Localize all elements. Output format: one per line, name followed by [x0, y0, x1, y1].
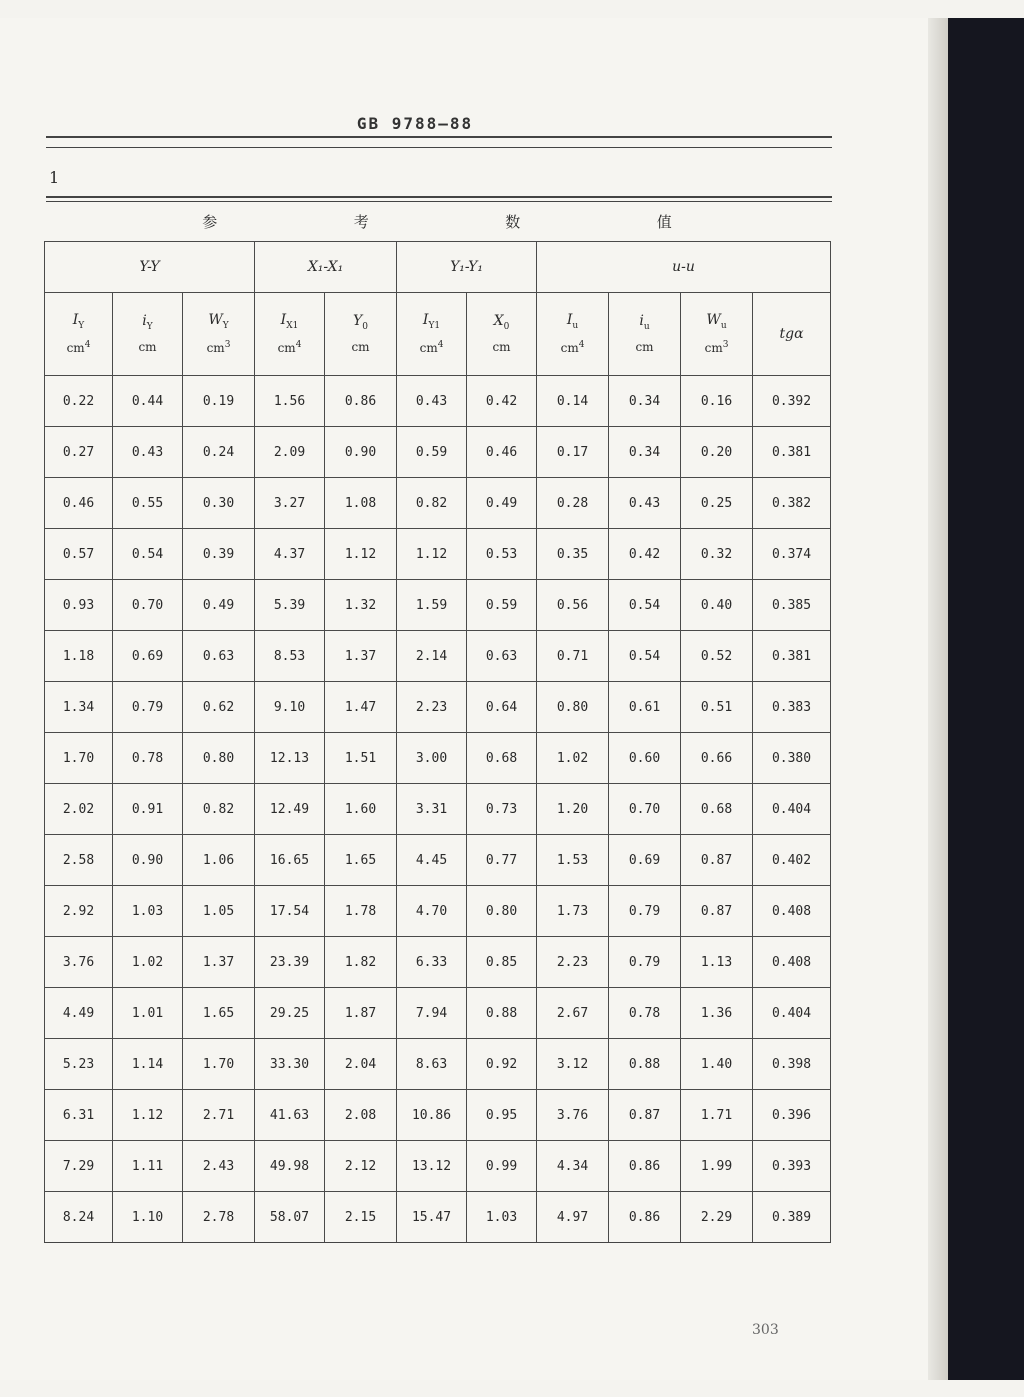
- table-cell: 10.86: [397, 1090, 467, 1141]
- symbol-subscript: u: [572, 320, 579, 331]
- symbol-letter: I: [566, 311, 573, 328]
- table-cell: 1.65: [183, 988, 255, 1039]
- column-unit: [45, 335, 112, 358]
- table-cell: 0.55: [113, 478, 183, 529]
- table-cell: 4.70: [397, 886, 467, 937]
- table-cell: 0.49: [183, 580, 255, 631]
- table-cell: 49.98: [255, 1141, 325, 1192]
- page-edge: [928, 18, 948, 1380]
- symbol-letter: Y: [353, 313, 363, 330]
- table-cell: 4.97: [537, 1192, 609, 1243]
- table-cell: 0.28: [537, 478, 609, 529]
- table-row: [45, 733, 831, 784]
- header-rule: [46, 136, 832, 138]
- table-cell: 1.01: [113, 988, 183, 1039]
- symbol-letter: i: [639, 313, 644, 330]
- table-cell: 0.71: [537, 631, 609, 682]
- symbol-letter: i: [142, 313, 147, 330]
- table-cell: 0.95: [467, 1090, 537, 1141]
- table-cell: 8.24: [45, 1192, 113, 1243]
- table-cell: 12.49: [255, 784, 325, 835]
- table-row: [45, 1090, 831, 1141]
- table-cell: 0.42: [467, 376, 537, 427]
- table-cell: 0.63: [183, 631, 255, 682]
- table-cell: 0.19: [183, 376, 255, 427]
- table-cell: 0.49: [467, 478, 537, 529]
- table-cell: 0.63: [467, 631, 537, 682]
- table-cell: 0.46: [467, 427, 537, 478]
- table-row: [45, 427, 831, 478]
- table-cell: 1.65: [325, 835, 397, 886]
- table-cell: 0.40: [681, 580, 753, 631]
- table-cell: 0.27: [45, 427, 113, 478]
- unit-text: cm: [206, 341, 225, 356]
- table-cell: 0.39: [183, 529, 255, 580]
- table-cell: 0.16: [681, 376, 753, 427]
- unit-text: cm: [138, 339, 157, 354]
- axis-group-header: Y₁-Y₁: [397, 242, 537, 293]
- table-cell: 4.37: [255, 529, 325, 580]
- table-cell: 0.54: [609, 631, 681, 682]
- heading-char: 值: [656, 212, 672, 231]
- column-unit: [113, 337, 182, 357]
- table-cell: 0.381: [753, 631, 831, 682]
- symbol-letter: I: [72, 311, 79, 328]
- table-cell: 0.20: [681, 427, 753, 478]
- table-cell: 2.67: [537, 988, 609, 1039]
- column-symbol: [537, 310, 608, 336]
- unit-text: cm: [492, 339, 511, 354]
- column-symbol: [255, 310, 324, 336]
- symbol-subscript: u: [720, 320, 727, 331]
- table-cell: 0.56: [537, 580, 609, 631]
- unit-text: cm: [66, 341, 85, 356]
- table-cell: 0.54: [113, 529, 183, 580]
- table-cell: 2.09: [255, 427, 325, 478]
- heading-char: 考: [353, 212, 369, 231]
- table-cell: 0.80: [537, 682, 609, 733]
- table-cell: 0.82: [397, 478, 467, 529]
- column-header: [609, 293, 681, 376]
- table-cell: 1.13: [681, 937, 753, 988]
- column-symbol: [753, 324, 830, 344]
- table-cell: 7.94: [397, 988, 467, 1039]
- table-cell: 2.08: [325, 1090, 397, 1141]
- table-cell: 16.65: [255, 835, 325, 886]
- table-cell: 1.37: [325, 631, 397, 682]
- table-cell: 0.30: [183, 478, 255, 529]
- table-cell: 0.60: [609, 733, 681, 784]
- table-cell: 2.92: [45, 886, 113, 937]
- column-unit: [183, 335, 254, 358]
- table-cell: 0.78: [113, 733, 183, 784]
- table-cell: 3.76: [537, 1090, 609, 1141]
- book-spine: [948, 18, 1024, 1380]
- table-row: [45, 1039, 831, 1090]
- table-cell: 1.40: [681, 1039, 753, 1090]
- table-row: [45, 886, 831, 937]
- table-cell: 0.380: [753, 733, 831, 784]
- column-unit: [609, 337, 680, 357]
- table-cell: 0.57: [45, 529, 113, 580]
- table-row: [45, 1192, 831, 1243]
- table-cell: 0.88: [609, 1039, 681, 1090]
- table-cell: 0.51: [681, 682, 753, 733]
- table-cell: 0.64: [467, 682, 537, 733]
- table-row: [45, 478, 831, 529]
- table-cell: 0.53: [467, 529, 537, 580]
- table-cell: 2.04: [325, 1039, 397, 1090]
- table-cell: 0.383: [753, 682, 831, 733]
- symbol-letter: I: [280, 311, 287, 328]
- table-number: 1: [49, 168, 60, 187]
- symbol-subscript: 0: [362, 321, 368, 332]
- table-cell: 0.404: [753, 784, 831, 835]
- table-cell: 0.385: [753, 580, 831, 631]
- table-row: [45, 784, 831, 835]
- table-cell: 1.60: [325, 784, 397, 835]
- table-cell: 1.56: [255, 376, 325, 427]
- axis-group-header-row: [45, 242, 831, 293]
- table-cell: 0.93: [45, 580, 113, 631]
- table-row: [45, 631, 831, 682]
- table-cell: 3.12: [537, 1039, 609, 1090]
- column-unit: [537, 335, 608, 358]
- table-cell: 15.47: [397, 1192, 467, 1243]
- heading-char: 数: [505, 212, 521, 231]
- table-cell: 8.63: [397, 1039, 467, 1090]
- table-cell: 0.87: [609, 1090, 681, 1141]
- table-cell: 0.78: [609, 988, 681, 1039]
- heading-char: 参: [202, 212, 218, 231]
- table-cell: 0.393: [753, 1141, 831, 1192]
- table-cell: 0.90: [325, 427, 397, 478]
- table-cell: 1.02: [113, 937, 183, 988]
- header-rule-thin: [46, 147, 832, 148]
- table-top-rule-thin: [46, 201, 832, 202]
- table-cell: 1.70: [45, 733, 113, 784]
- table-cell: 0.398: [753, 1039, 831, 1090]
- table-cell: 0.43: [113, 427, 183, 478]
- symbol-letter: X: [493, 313, 504, 330]
- table-cell: 0.35: [537, 529, 609, 580]
- table-cell: 0.87: [681, 886, 753, 937]
- table-cell: 2.15: [325, 1192, 397, 1243]
- symbol-subscript: u: [643, 321, 650, 332]
- reference-values-table: [44, 241, 831, 1243]
- table-cell: 1.03: [467, 1192, 537, 1243]
- table-cell: 0.87: [681, 835, 753, 886]
- table-cell: 0.34: [609, 376, 681, 427]
- table-cell: 0.86: [325, 376, 397, 427]
- table-cell: 29.25: [255, 988, 325, 1039]
- unit-exponent: 4: [437, 340, 444, 351]
- table-cell: 41.63: [255, 1090, 325, 1141]
- table-cell: 0.82: [183, 784, 255, 835]
- table-cell: 0.54: [609, 580, 681, 631]
- table-row: [45, 376, 831, 427]
- column-symbol: [325, 311, 396, 337]
- unit-exponent: 4: [295, 340, 302, 351]
- table-cell: 0.43: [609, 478, 681, 529]
- column-header: [255, 293, 325, 376]
- column-symbol: [609, 311, 680, 337]
- table-cell: 4.45: [397, 835, 467, 886]
- table-cell: 1.99: [681, 1141, 753, 1192]
- table-cell: 0.381: [753, 427, 831, 478]
- symbol-letter: tgα: [779, 326, 804, 342]
- column-header: [183, 293, 255, 376]
- table-cell: 2.78: [183, 1192, 255, 1243]
- table-cell: 0.396: [753, 1090, 831, 1141]
- unit-exponent: 4: [578, 340, 585, 351]
- table-cell: 0.99: [467, 1141, 537, 1192]
- table-cell: 3.27: [255, 478, 325, 529]
- column-header: [113, 293, 183, 376]
- table-row: [45, 835, 831, 886]
- table-cell: 0.88: [467, 988, 537, 1039]
- table-cell: 2.02: [45, 784, 113, 835]
- table-cell: 1.05: [183, 886, 255, 937]
- table-cell: 6.33: [397, 937, 467, 988]
- table-cell: 0.62: [183, 682, 255, 733]
- table-cell: 5.23: [45, 1039, 113, 1090]
- unit-text: cm: [560, 341, 579, 356]
- column-header: [45, 293, 113, 376]
- table-cell: 2.71: [183, 1090, 255, 1141]
- table-cell: 4.49: [45, 988, 113, 1039]
- table-cell: 0.69: [609, 835, 681, 886]
- column-symbol: [183, 310, 254, 336]
- table-cell: 1.02: [537, 733, 609, 784]
- table-cell: 0.79: [609, 886, 681, 937]
- table-cell: 0.404: [753, 988, 831, 1039]
- table-cell: 1.47: [325, 682, 397, 733]
- table-cell: 0.61: [609, 682, 681, 733]
- table-cell: 0.389: [753, 1192, 831, 1243]
- table-cell: 9.10: [255, 682, 325, 733]
- symbol-subscript: Y: [146, 321, 153, 332]
- column-symbol: [113, 311, 182, 337]
- table-cell: 0.90: [113, 835, 183, 886]
- table-cell: 0.14: [537, 376, 609, 427]
- table-cell: 1.12: [397, 529, 467, 580]
- column-header: [467, 293, 537, 376]
- table-cell: 0.46: [45, 478, 113, 529]
- table-cell: 2.14: [397, 631, 467, 682]
- table-cell: 0.80: [467, 886, 537, 937]
- column-symbol: [681, 310, 752, 336]
- table-cell: 3.76: [45, 937, 113, 988]
- column-header-row: [45, 293, 831, 376]
- table-cell: 0.408: [753, 937, 831, 988]
- symbol-subscript: Y: [78, 320, 85, 331]
- unit-text: cm: [277, 341, 296, 356]
- unit-text: cm: [704, 341, 723, 356]
- table-cell: 1.12: [325, 529, 397, 580]
- table-cell: 1.87: [325, 988, 397, 1039]
- table-cell: 5.39: [255, 580, 325, 631]
- symbol-subscript: Y: [222, 320, 229, 331]
- table-cell: 1.03: [113, 886, 183, 937]
- table-cell: 2.43: [183, 1141, 255, 1192]
- table-cell: 1.14: [113, 1039, 183, 1090]
- table-cell: 2.58: [45, 835, 113, 886]
- table-cell: 0.382: [753, 478, 831, 529]
- table-cell: 1.53: [537, 835, 609, 886]
- table-cell: 0.32: [681, 529, 753, 580]
- table-cell: 2.23: [537, 937, 609, 988]
- table-cell: 0.86: [609, 1192, 681, 1243]
- table-cell: 3.00: [397, 733, 467, 784]
- symbol-letter: I: [422, 311, 429, 328]
- table-row: [45, 988, 831, 1039]
- table-cell: 0.42: [609, 529, 681, 580]
- unit-exponent: 3: [722, 340, 729, 351]
- standard-code-title: GB 9788—88: [356, 114, 474, 133]
- table-cell: 1.71: [681, 1090, 753, 1141]
- symbol-subscript: 0: [503, 321, 510, 332]
- table-cell: 0.73: [467, 784, 537, 835]
- table-row: [45, 529, 831, 580]
- table-cell: 1.11: [113, 1141, 183, 1192]
- table-row: [45, 937, 831, 988]
- table-cell: 0.77: [467, 835, 537, 886]
- column-unit: [325, 337, 396, 357]
- table-cell: 2.12: [325, 1141, 397, 1192]
- table-cell: 0.69: [113, 631, 183, 682]
- table-cell: 0.25: [681, 478, 753, 529]
- table-cell: 1.10: [113, 1192, 183, 1243]
- table-cell: 1.70: [183, 1039, 255, 1090]
- table-cell: 0.17: [537, 427, 609, 478]
- axis-group-header: Y-Y: [45, 242, 255, 293]
- unit-exponent: 4: [84, 340, 91, 351]
- table-cell: 3.31: [397, 784, 467, 835]
- table-cell: 0.79: [113, 682, 183, 733]
- table-cell: 1.78: [325, 886, 397, 937]
- column-header: [325, 293, 397, 376]
- table-cell: 0.402: [753, 835, 831, 886]
- column-symbol: [45, 310, 112, 336]
- table-cell: 1.18: [45, 631, 113, 682]
- table-cell: 6.31: [45, 1090, 113, 1141]
- column-header: [681, 293, 753, 376]
- table-cell: 8.53: [255, 631, 325, 682]
- column-header: [397, 293, 467, 376]
- reference-values-heading: [44, 203, 830, 239]
- table-cell: 7.29: [45, 1141, 113, 1192]
- table-cell: 1.34: [45, 682, 113, 733]
- table-cell: 0.44: [113, 376, 183, 427]
- column-header: [537, 293, 609, 376]
- table-cell: 0.80: [183, 733, 255, 784]
- table-cell: 1.08: [325, 478, 397, 529]
- table-cell: 13.12: [397, 1141, 467, 1192]
- table-cell: 0.66: [681, 733, 753, 784]
- unit-exponent: 3: [224, 340, 231, 351]
- symbol-subscript: X1: [286, 320, 299, 331]
- table-cell: 0.392: [753, 376, 831, 427]
- table-cell: 1.82: [325, 937, 397, 988]
- table-cell: 1.32: [325, 580, 397, 631]
- table-cell: 0.70: [113, 580, 183, 631]
- page-number: 303: [752, 1322, 779, 1338]
- table-cell: 0.91: [113, 784, 183, 835]
- column-header: [753, 293, 831, 376]
- table-cell: 1.73: [537, 886, 609, 937]
- table-cell: 1.59: [397, 580, 467, 631]
- table-cell: 33.30: [255, 1039, 325, 1090]
- unit-text: cm: [635, 339, 654, 354]
- table-cell: 0.24: [183, 427, 255, 478]
- table-cell: 4.34: [537, 1141, 609, 1192]
- table-top-rule: [46, 196, 832, 198]
- table-row: [45, 682, 831, 733]
- table-cell: 0.85: [467, 937, 537, 988]
- table-cell: 0.70: [609, 784, 681, 835]
- table-cell: 1.12: [113, 1090, 183, 1141]
- table-cell: 0.79: [609, 937, 681, 988]
- column-unit: [255, 335, 324, 358]
- table-cell: 0.408: [753, 886, 831, 937]
- column-symbol: [467, 311, 536, 337]
- symbol-letter: W: [706, 311, 721, 328]
- table-cell: 0.34: [609, 427, 681, 478]
- table-cell: 0.92: [467, 1039, 537, 1090]
- table-cell: 0.374: [753, 529, 831, 580]
- table-cell: 0.22: [45, 376, 113, 427]
- symbol-subscript: Y1: [428, 320, 441, 331]
- column-symbol: [397, 310, 466, 336]
- symbol-letter: W: [208, 311, 223, 328]
- table-cell: 2.29: [681, 1192, 753, 1243]
- column-unit: [397, 335, 466, 358]
- column-unit: [467, 337, 536, 357]
- table-cell: 17.54: [255, 886, 325, 937]
- table-cell: 0.68: [467, 733, 537, 784]
- table-cell: 0.43: [397, 376, 467, 427]
- table-row: [45, 580, 831, 631]
- table-cell: 0.52: [681, 631, 753, 682]
- table-cell: 1.51: [325, 733, 397, 784]
- table-cell: 0.59: [397, 427, 467, 478]
- unit-text: cm: [351, 339, 370, 354]
- column-unit: [681, 335, 752, 358]
- table-cell: 1.20: [537, 784, 609, 835]
- table-cell: 58.07: [255, 1192, 325, 1243]
- axis-group-header: u-u: [537, 242, 831, 293]
- axis-group-header: X₁-X₁: [255, 242, 397, 293]
- table-cell: 1.37: [183, 937, 255, 988]
- table-row: [45, 1141, 831, 1192]
- unit-text: cm: [419, 341, 438, 356]
- table-cell: 1.36: [681, 988, 753, 1039]
- table-cell: 0.59: [467, 580, 537, 631]
- table-cell: 23.39: [255, 937, 325, 988]
- table-cell: 12.13: [255, 733, 325, 784]
- table-cell: 0.68: [681, 784, 753, 835]
- table-cell: 0.86: [609, 1141, 681, 1192]
- table-body: [45, 376, 831, 1243]
- table-cell: 1.06: [183, 835, 255, 886]
- table-cell: 2.23: [397, 682, 467, 733]
